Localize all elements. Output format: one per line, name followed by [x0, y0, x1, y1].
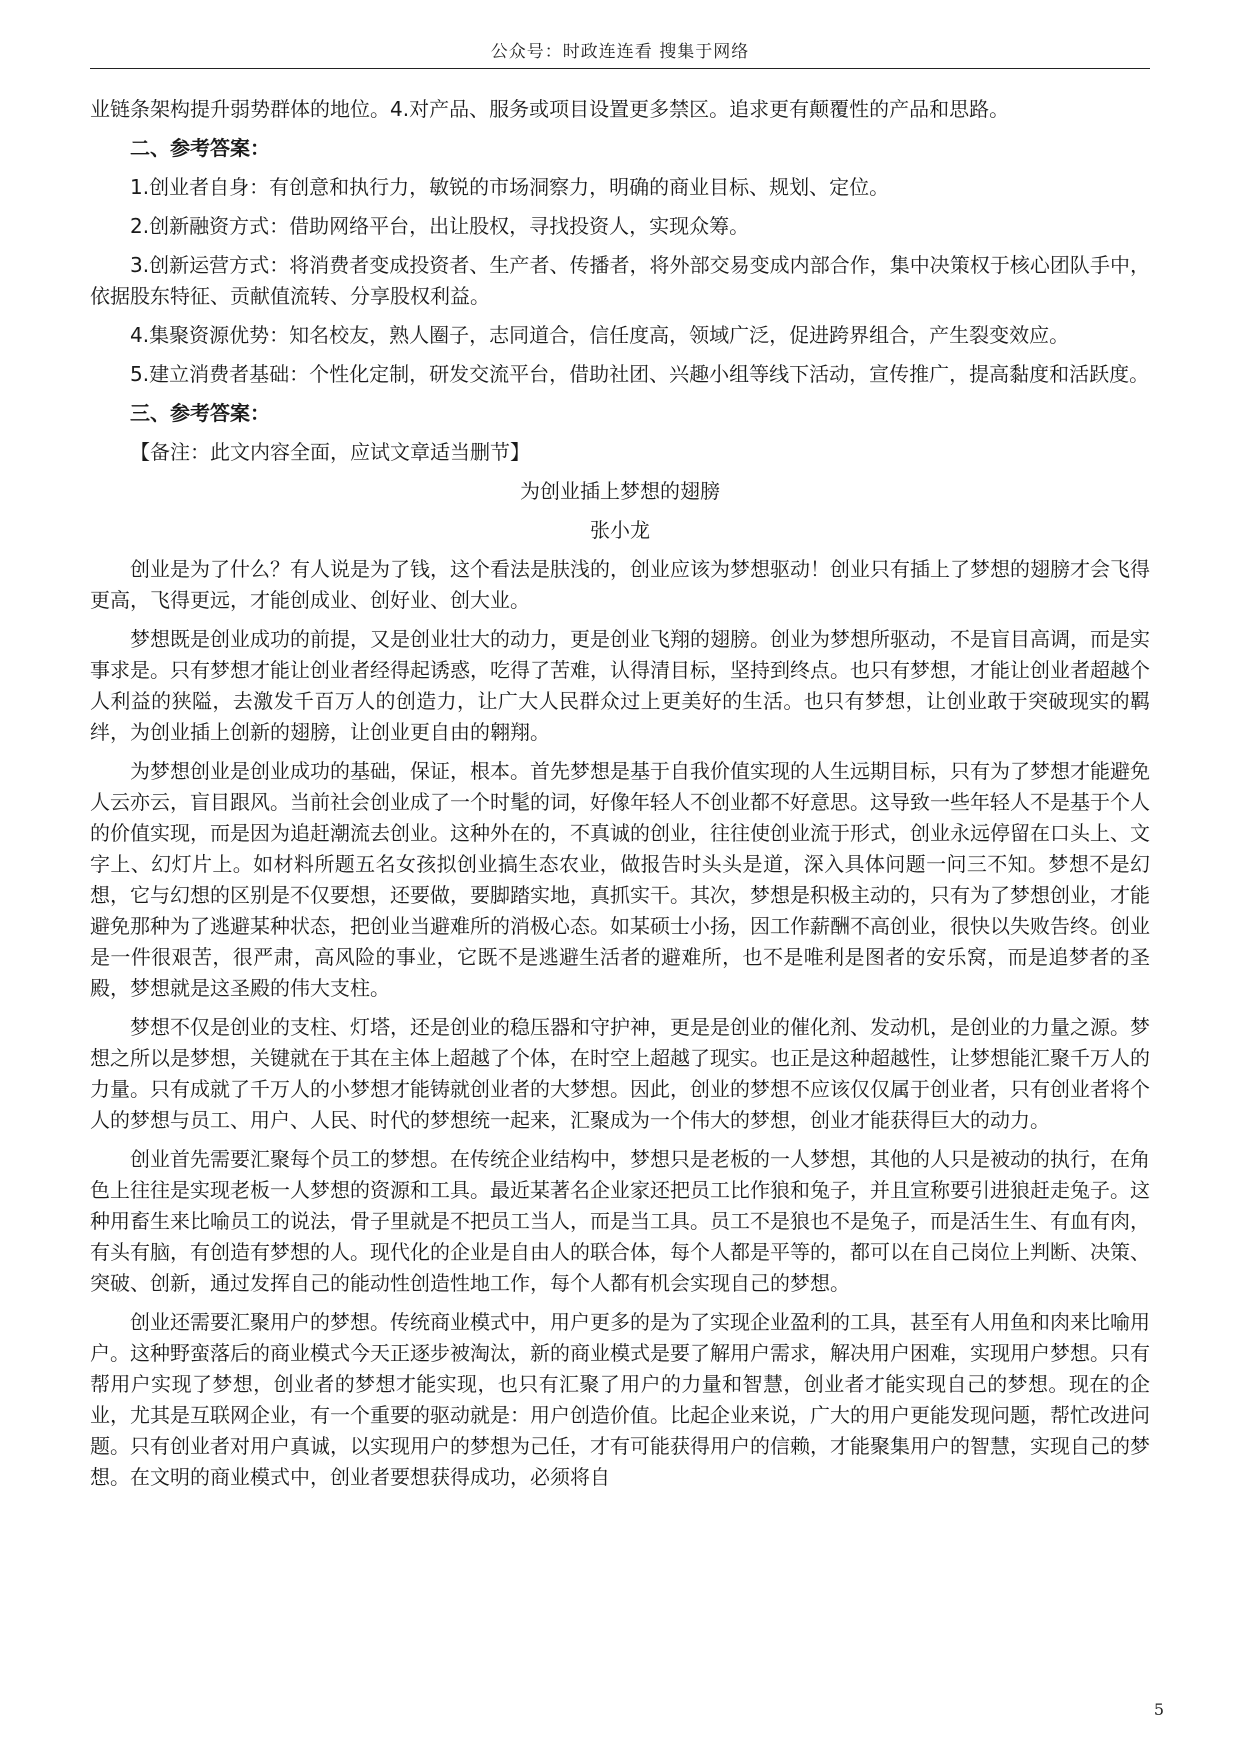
page-number: 5 — [1153, 1700, 1164, 1719]
essay-title: 为创业插上梦想的翅膀 — [520, 479, 720, 503]
answer-item-5: 5.建立消费者基础：个性化定制，研发交流平台，借助社团、兴趣小组等线下活动，宣传推广，提高黏度和活跃度。 — [130, 362, 1150, 386]
essay-paragraph: 创业还需要汇聚用户的梦想。传统商业模式中，用户更多的是为了实现企业盈利的工具，甚至有人用鱼和肉来比喻用户。这种野蛮落后的商业模式今天正逐步被淘汰，新的商业模式是要了解用户需求，解决用户困难，实现用户梦想。只有帮用户实现了梦想，创业者的梦想才能实现，也只有汇聚了用户的力量和智慧，创业者才能实现自己的梦想。现在的企业，尤其是互联网企业，有一个重要的驱动就是：用户创造价值。比起企业来说，广大的用户更能发现问题，帮忙改进问题。只有创业者对用户真诚，以实现用户的梦想为己任，才有可能获得用户的信赖，才能聚集用户的智慧，实现自己的梦想。在文明的商业模式中，创业者要想获得成功，必须将自 — [90, 1310, 1150, 1489]
essay-author: 张小龙 — [590, 518, 650, 542]
section-heading-2: 二、参考答案： — [130, 136, 270, 160]
essay-paragraph: 创业首先需要汇聚每个员工的梦想。在传统企业结构中，梦想只是老板的一人梦想，其他的人只是被动的执行，在角色上往往是实现老板一人梦想的资源和工具。最近某著名企业家还把员工比作狼和兔子，并且宣称要引进狼赶走兔子。这种用畜生来比喻员工的说法，骨子里就是不把员工当人，而是当工具。员工不是狼也不是兔子，而是活生生、有血有肉，有头有脑，有创造有梦想的人。现代化的企业是自由人的联合体，每个人都是平等的，都可以在自己岗位上判断、决策、突破、创新，通过发挥自己的能动性创造性地工作，每个人都有机会实现自己的梦想。 — [90, 1147, 1150, 1295]
page-body — [90, 94, 1150, 1501]
essay-paragraph: 为梦想创业是创业成功的基础，保证，根本。首先梦想是基于自我价值实现的人生远期目标，只有为了梦想才能避免人云亦云，盲目跟风。当前社会创业成了一个时髦的词，好像年轻人不创业都不好意思。这导致一些年轻人不是基于个人的价值实现，而是因为追赶潮流去创业。这种外在的，不真诚的创业，往往使创业流于形式，创业永远停留在口头上、文字上、幻灯片上。如材料所题五名女孩拟创业搞生态农业，做报告时头头是道，深入具体问题一问三不知。梦想不是幻想，它与幻想的区别是不仅要想，还要做，要脚踏实地，真抓实干。其次，梦想是积极主动的，只有为了梦想创业，才能避免那种为了逃避某种状态，把创业当避难所的消极心态。如某硕士小扬，因工作薪酬不高创业，很快以失败告终。创业是一件很艰苦，很严肃，高风险的事业，它既不是逃避生活者的避难所，也不是唯利是图者的安乐窝，而是追梦者的圣殿，梦想就是这圣殿的伟大支柱。 — [90, 759, 1150, 1000]
answer-item-4: 4.集聚资源优势：知名校友，熟人圈子，志同道合，信任度高，领域广泛，促进跨界组合，产生裂变效应。 — [130, 323, 1070, 347]
essay-paragraph: 创业是为了什么？有人说是为了钱，这个看法是肤浅的，创业应该为梦想驱动！创业只有插上了梦想的翅膀才会飞得更高，飞得更远，才能创成业、创好业、创大业。 — [90, 557, 1150, 612]
answer-item-1: 1.创业者自身：有创意和执行力，敏锐的市场洞察力，明确的商业目标、规划、定位。 — [130, 175, 890, 199]
essay-note: 【备注：此文内容全面，应试文章适当删节】 — [130, 440, 530, 464]
answer-item-2: 2.创新融资方式：借助网络平台，出让股权，寻找投资人，实现众筹。 — [130, 214, 750, 238]
answer-item-3: 3.创新运营方式：将消费者变成投资者、生产者、传播者，将外部交易变成内部合作，集中决策权于核心团队手中，依据股东特征、贡献值流转、分享股权利益。 — [90, 253, 1150, 308]
essay-paragraph: 梦想既是创业成功的前提，又是创业壮大的动力，更是创业飞翔的翅膀。创业为梦想所驱动，不是盲目高调，而是实事求是。只有梦想才能让创业者经得起诱惑，吃得了苦难，认得清目标，坚持到终点。也只有梦想，才能让创业者超越个人利益的狭隘，去激发千百万人的创造力，让广大人民群众过上更美好的生活。也只有梦想，让创业敢于突破现实的羁绊，为创业插上创新的翅膀，让创业更自由的翱翔。 — [90, 627, 1150, 744]
continued-paragraph: 业链条架构提升弱势群体的地位。4.对产品、服务或项目设置更多禁区。追求更有颠覆性的产品和思路。 — [90, 97, 1010, 121]
page-header: 公众号：时政连连看 搜集于网络 — [490, 42, 750, 62]
essay-paragraph: 梦想不仅是创业的支柱、灯塔，还是创业的稳压器和守护神，更是是创业的催化剂、发动机，是创业的力量之源。梦想之所以是梦想，关键就在于其在主体上超越了个体，在时空上超越了现实。也正是这种超越性，让梦想能汇聚千万人的力量。只有成就了千万人的小梦想才能铸就创业者的大梦想。因此，创业的梦想不应该仅仅属于创业者，只有创业者将个人的梦想与员工、用户、人民、时代的梦想统一起来，汇聚成为一个伟大的梦想，创业才能获得巨大的动力。 — [90, 1015, 1150, 1132]
header-divider — [90, 68, 1150, 69]
section-heading-3: 三、参考答案： — [130, 401, 270, 425]
